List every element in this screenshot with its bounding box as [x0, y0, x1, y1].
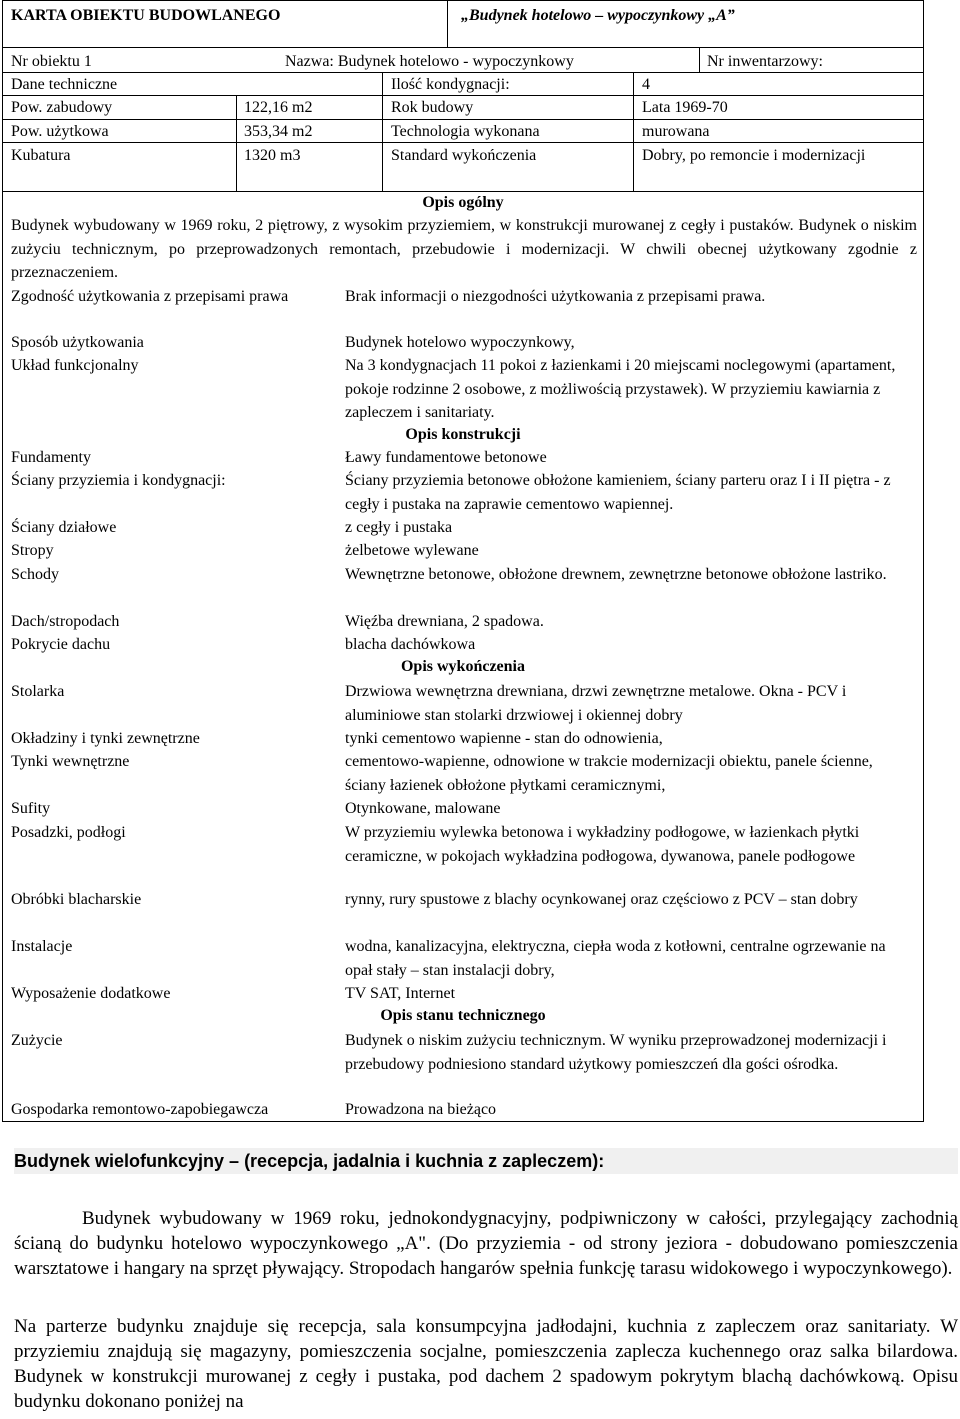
year-value: Lata 1969-70 [642, 99, 728, 116]
condition-heading: Opis stanu technicznego [380, 1007, 546, 1024]
finish-heading: Opis wykończenia [400, 658, 525, 675]
row2-rule [3, 95, 923, 96]
tech-data-label: Dane techniczne [11, 76, 118, 93]
floors-value: 4 [642, 76, 650, 93]
row-value-walls: Ściany przyziemia betonowe obłożone kamieniem, ściany parteru oraz I i II piętra - z cegły i pustaka na zaprawie cementowo wapiennej. [345, 472, 891, 513]
row-value-external-plaster: tynki cementowo wapienne - stan do odnowienia, [345, 730, 663, 747]
row-label-flashing: Obróbki blacharskie [11, 891, 142, 908]
row-label-stairs: Schody [11, 566, 59, 583]
row3-divider-b [382, 96, 383, 192]
row3-divider-c [633, 96, 634, 192]
row-value-installations: wodna, kanalizacyjna, elektryczna, ciepła woda z kotłowni, centralne ogrzewanie na opał stały – stan instalacji dobry, [345, 938, 886, 979]
general-heading: Opis ogólny [422, 194, 504, 211]
row-label-partitions: Ściany działowe [11, 519, 117, 536]
row-label-equipment: Wyposażenie dodatkowe [11, 985, 171, 1002]
row-label-layout: Układ funkcjonalny [11, 357, 139, 374]
technology-value: murowana [642, 123, 710, 140]
floors-label: Ilość kondygnacji: [391, 76, 510, 93]
row-value-roof: Więźba drewniana, 2 spadowa. [345, 613, 544, 630]
row-value-maintenance: Prowadzona na bieżąco [345, 1101, 497, 1118]
row-label-walls: Ściany przyziemia i kondygnacji: [11, 472, 226, 489]
row-value-partitions: z cegły i pustaka [345, 519, 453, 536]
year-label: Rok budowy [391, 99, 474, 116]
object-name [285, 52, 574, 72]
section-paragraph-1: Budynek wybudowany w 1969 roku, jednokondygnacyjny, podpiwniczony w całości, przylegający zachodnią ścianą do budynku hotelowo wypoczynkowego „A". (Do przyziemia - od strony jeziora - dobudowano pomieszczenia warsztatowe i hangary na sprzęt pływający. Stropodach hangarów spełnia funkcję tarasu widokowego i wypoczynkowego). [14, 1208, 958, 1279]
name-label: Nazwa: [285, 53, 338, 70]
row-label-foundation: Fundamenty [11, 449, 91, 466]
row-value-equipment: TV SAT, Internet [345, 985, 456, 1002]
row-value-wear: Budynek o niskim zużyciu technicznym. W wyniku przeprowadzonej modernizacji i przebudowy podniesiono standard użytkowy pomieszczeń dla gości ośrodka. [345, 1032, 887, 1073]
row-label-external-plaster: Okładziny i tynki zewnętrzne [11, 730, 200, 747]
row-label-compliance: Zgodność użytkowania z przepisami prawa [11, 288, 289, 305]
building-name: „Budynek hotelowo – wypoczynkowy „A” [461, 7, 735, 24]
row-label-roofing: Pokrycie dachu [11, 636, 111, 653]
row1-divider [699, 48, 700, 72]
building-card [2, 0, 924, 1122]
construction-heading: Opis konstrukcji [405, 426, 521, 443]
row2-divider-a [382, 73, 383, 95]
general-text: Budynek wybudowany w 1969 roku, 2 piętrowy, z wysokim przyziemiem, w konstrukcji murowanej z cegły i pustaków. Budynek o niskim zużyciu technicznym, po przeprowadzonych remontach, przebudowie i modernizacji. W chwili obecnej użytkowany zgodnie z przeznaczeniem. [11, 217, 917, 281]
row-label-wear: Zużycie [11, 1032, 63, 1049]
row-value-flashing: rynny, rury spustowe z blachy ocynkowanej oraz częściowo z PCV – stan dobry [345, 891, 858, 908]
row5-rule [3, 191, 923, 192]
row-label-internal-plaster: Tynki wewnętrzne [11, 753, 130, 770]
header-rule [3, 47, 923, 48]
section-heading-text: Budynek wielofunkcyjny – (recepcja, jadalnia i kuchnia z zapleczem): [14, 1151, 605, 1171]
row-value-internal-plaster: cementowo-wapienne, odnowione w trakcie modernizacji obiektu, panele ścienne, ściany łazienek obłożone płytkami ceramicznymi, [345, 753, 873, 794]
row-value-stairs: Wewnętrzne betonowe, obłożone drewnem, zewnętrzne betonowe obłożone lastriko. [345, 566, 887, 583]
row3-divider-a [236, 96, 237, 192]
row-label-usage: Sposób użytkowania [11, 334, 144, 351]
row-value-roofing: blacha dachówkowa [345, 636, 476, 653]
row-label-roof: Dach/stropodach [11, 613, 120, 630]
row-label-ceilings-finish: Sufity [11, 800, 51, 817]
row-label-joinery: Stolarka [11, 683, 65, 700]
header-divider [447, 1, 448, 47]
standard-label: Standard wykończenia [391, 147, 537, 164]
section-paragraph-2: Na parterze budynku znajduje się recepcja, sala konsumpcyjna jadłodajni, kuchnia z zapleczem oraz sanitariaty. W przyziemiu znajdują się magazyny, pomieszczenia socjalne, pomieszczenia zaplecza kuchennego oraz salka bilardowa. Budynek w konstrukcji murowanej z cegły i pustaka, pod dachem 2 spadowym pokrytym blachą dachówkową. Opisu budynku dokonano poniżej na [14, 1316, 958, 1412]
row-label-ceilings: Stropy [11, 542, 54, 559]
standard-value: Dobry, po remoncie i modernizacji [642, 147, 866, 164]
row3-rule [3, 119, 923, 120]
card-title: KARTA OBIEKTU BUDOWLANEGO [11, 7, 281, 24]
row-label-maintenance: Gospodarka remontowo-zapobiegawcza [11, 1101, 269, 1118]
usable-area-value: 353,34 m2 [244, 123, 313, 140]
volume-value: 1320 m3 [244, 147, 301, 164]
built-area-label: Pow. zabudowy [11, 99, 113, 116]
volume-label: Kubatura [11, 147, 71, 164]
technology-label: Technologia wykonana [391, 123, 540, 140]
row-value-ceilings: żelbetowe wylewane [345, 542, 479, 559]
row-value-joinery: Drzwiowa wewnętrzna drewniana, drzwi zewnętrzne metalowe. Okna - PCV i aluminiowe stan stolarki drzwiowej i okiennej dobry [345, 683, 847, 724]
built-area-value: 122,16 m2 [244, 99, 313, 116]
name-value: Budynek hotelowo - wypoczynkowy [337, 53, 574, 70]
section-heading [14, 1148, 958, 1174]
row4-rule [3, 142, 923, 143]
row1-rule [3, 72, 923, 73]
row-value-ceilings-finish: Otynkowane, malowane [345, 800, 501, 817]
row-value-compliance: Brak informacji o niezgodności użytkowania z przepisami prawa. [345, 288, 766, 305]
object-number: Nr obiektu 1 [11, 53, 92, 70]
row-value-foundation: Ławy fundamentowe betonowe [345, 449, 547, 466]
row-value-usage: Budynek hotelowo wypoczynkowy, [345, 334, 575, 351]
row-label-installations: Instalacje [11, 938, 73, 955]
row-label-floors: Posadzki, podłogi [11, 824, 126, 841]
row-value-floors: W przyziemiu wylewka betonowa i wykładziny podłogowe, w łazienkach płytki ceramiczne, w pokojach wykładzina podłogowa, dywanowa, panele podłogowe [345, 824, 860, 865]
usable-area-label: Pow. użytkowa [11, 123, 109, 140]
inventory-number: Nr inwentarzowy: [707, 53, 823, 70]
row-value-layout: Na 3 kondygnacjach 11 pokoi z łazienkami i 20 miejscami noclegowymi (apartament, pokoje rodzinne 2 osobowe, z możliwością przystawek). W przyziemiu kawiarnia z zapleczem i sanitariaty. [345, 357, 896, 421]
row2-divider-b [633, 73, 634, 95]
